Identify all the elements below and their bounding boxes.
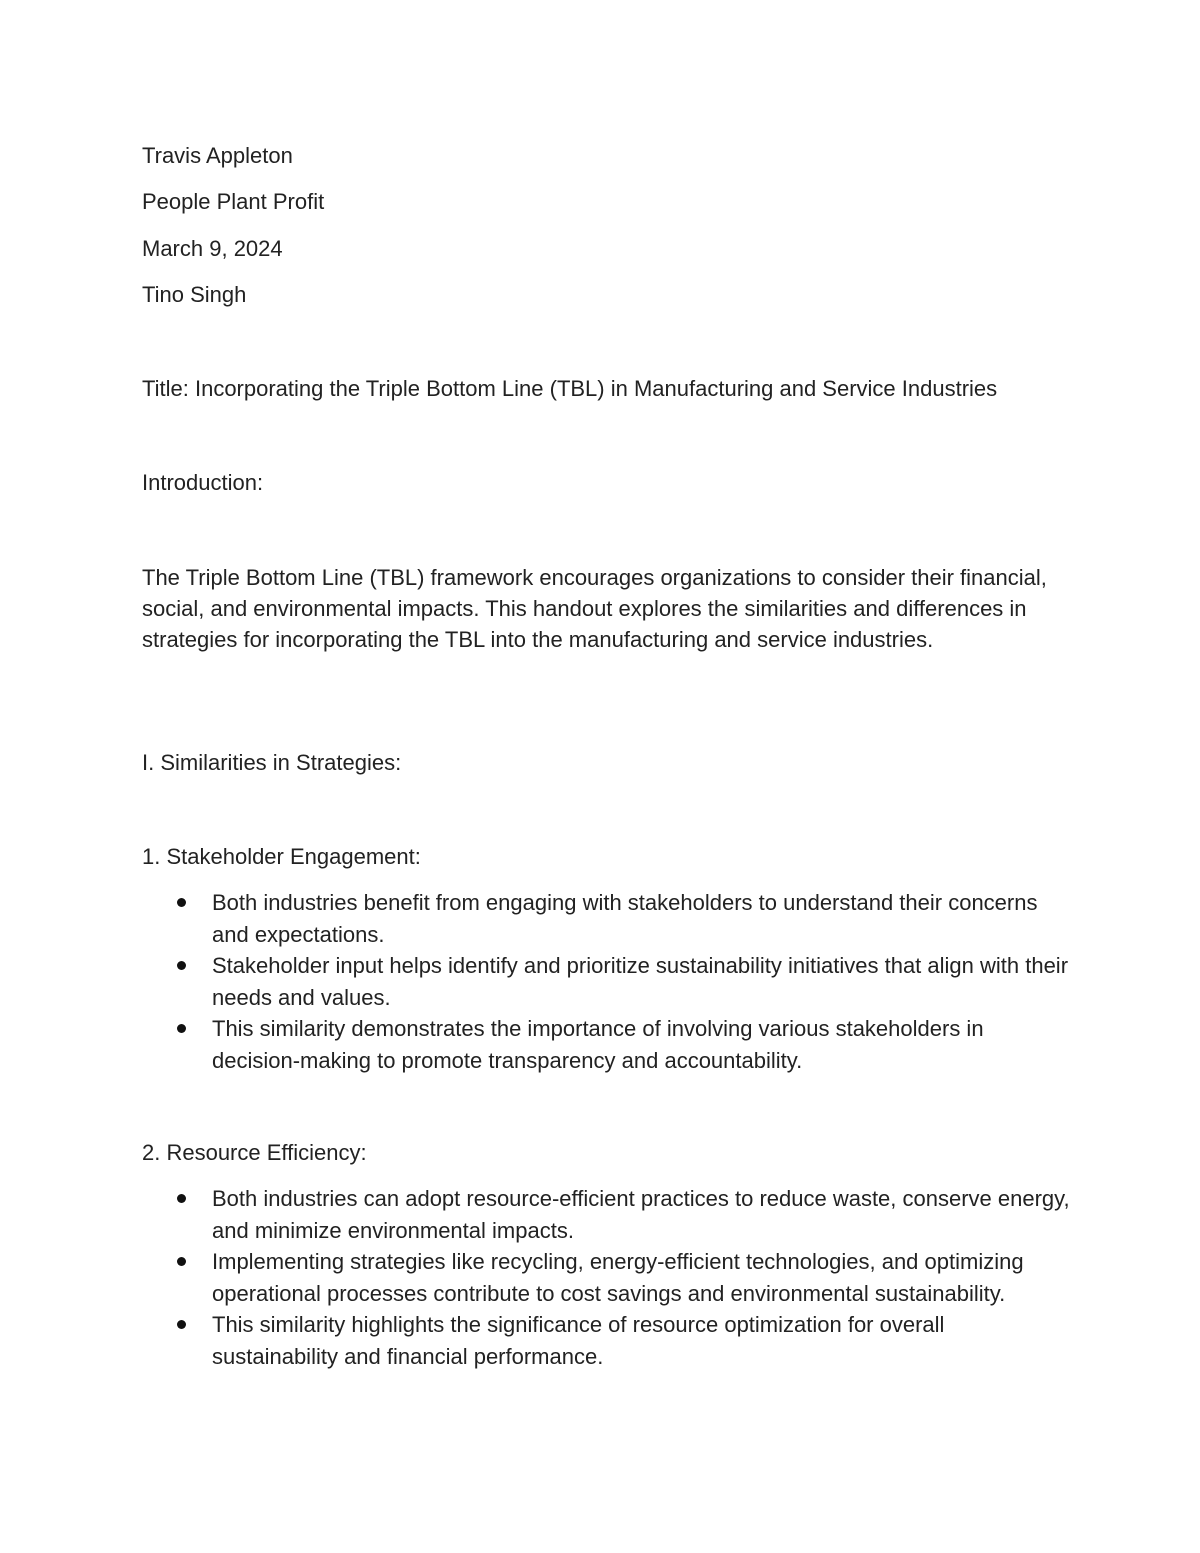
document-title: Title: Incorporating the Triple Bottom Line (TBL) in Manufacturing and Service Industries (142, 376, 998, 401)
list-item (142, 1309, 1072, 1372)
list-item (142, 887, 1072, 950)
list-item-text: This similarity demonstrates the importance of involving various stakeholders in decision-making to promote transparency and accountability. (212, 1016, 984, 1073)
document-date: March 9, 2024 (142, 236, 283, 261)
list-item (142, 1013, 1072, 1076)
subsection-heading-stakeholder-engagement: 1. Stakeholder Engagement: (142, 844, 421, 869)
bullet-icon (177, 1024, 186, 1033)
bullet-icon (177, 1194, 186, 1203)
list-item-text: Implementing strategies like recycling, energy-efficient technologies, and optimizing operational processes contribute to cost savings and environmental sustainability. (212, 1249, 1024, 1306)
instructor-name: Tino Singh (142, 282, 247, 307)
stakeholder-bullet-list (142, 887, 1072, 1076)
author-name: Travis Appleton (142, 143, 293, 168)
resource-bullet-list (142, 1183, 1072, 1372)
introduction-heading: Introduction: (142, 470, 264, 495)
bullet-icon (177, 898, 186, 907)
list-item (142, 950, 1072, 1013)
list-item-text: This similarity highlights the significance of resource optimization for overall sustainability and financial performance. (212, 1312, 945, 1369)
bullet-icon (177, 961, 186, 970)
course-name: People Plant Profit (142, 189, 325, 214)
bullet-icon (177, 1257, 186, 1266)
bullet-icon (177, 1320, 186, 1329)
list-item-text: Stakeholder input helps identify and prioritize sustainability initiatives that align with their needs and values. (212, 953, 1069, 1010)
list-item-text: Both industries benefit from engaging with stakeholders to understand their concerns and expectations. (212, 890, 1038, 947)
section-heading-similarities: I. Similarities in Strategies: (142, 750, 402, 775)
list-item (142, 1183, 1072, 1246)
introduction-body: The Triple Bottom Line (TBL) framework encourages organizations to consider their financial, social, and environmental impacts. This handout explores the similarities and differences in strategies for incorporating the TBL into the manufacturing and service industries. (142, 565, 1047, 652)
list-item (142, 1246, 1072, 1309)
list-item-text: Both industries can adopt resource-efficient practices to reduce waste, conserve energy, and minimize environmental impacts. (212, 1186, 1070, 1243)
subsection-heading-resource-efficiency: 2. Resource Efficiency: (142, 1140, 367, 1165)
